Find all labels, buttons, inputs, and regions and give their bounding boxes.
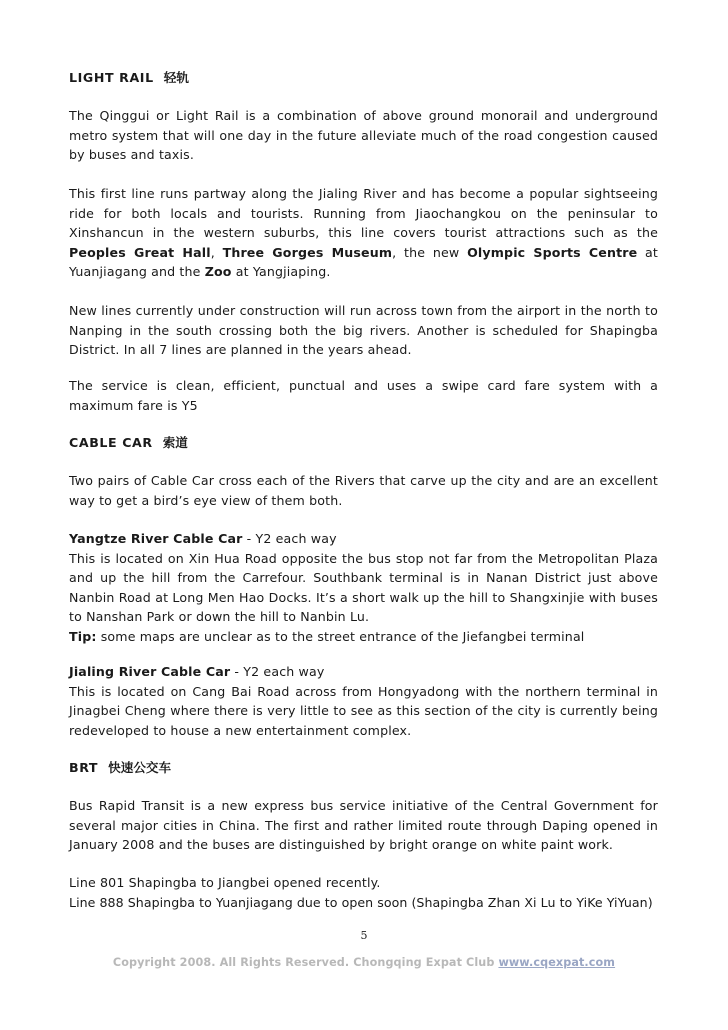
cable-car-heading-zh: 索道 <box>162 435 188 450</box>
jialing-title-line <box>69 662 658 682</box>
light-rail-service-text: The service is clean, efficient, punctual and uses a swipe card fare system with a maximum fare is Y5 <box>69 378 658 413</box>
footer-copyright: Copyright 2008. All Rights Reserved. Chongqing Expat Club <box>112 956 499 969</box>
yangtze-price: - Y2 each way <box>242 531 337 546</box>
page-number: 5 <box>360 929 368 942</box>
yangtze-title-line <box>69 529 658 549</box>
cable-car-intro-paragraph <box>69 471 658 510</box>
three-gorges-museum: Three Gorges Museum <box>222 244 393 260</box>
light-rail-first-line-text <box>69 184 658 282</box>
footer <box>0 956 728 969</box>
brt-heading-zh: 快速公交车 <box>108 760 172 775</box>
light-rail-new-lines-paragraph <box>69 301 658 360</box>
light-rail-new-lines-text: New lines currently under construction will run across town from the airport in the north to Nanping in the south crossing both the big rivers. Another is scheduled for Shapingba District. In all 7 lines are planned in the years ahead. <box>69 303 658 358</box>
text-run: at Yuanjiagang and the <box>69 244 658 280</box>
brt-heading <box>69 758 658 778</box>
brt-intro-paragraph <box>69 796 658 855</box>
text-run: , <box>210 244 223 260</box>
text-run: , the new <box>392 244 468 260</box>
text-run: This first line runs partway along the Jialing River and has become a popular sightseeing ride for both locals and tourists. Running from Jiaochangkou on the peninsular to Xinshancun in the western suburbs, this line covers tourist attractions such as the <box>69 186 658 241</box>
brt-heading-en: BRT <box>69 760 99 775</box>
tip-line <box>69 627 658 647</box>
yangtze-cable-car-section <box>69 529 658 647</box>
light-rail-intro-text: The Qinggui or Light Rail is a combination of above ground monorail and underground metro system that will one day in the future alleviate much of the road congestion caused by buses and taxis. <box>69 108 658 163</box>
peoples-great-hall: Peoples Great Hall <box>69 244 211 260</box>
cable-car-heading-en: CABLE CAR <box>69 435 153 450</box>
brt-lines <box>69 873 658 912</box>
tip-label: Tip: <box>69 628 97 644</box>
zoo: Zoo <box>204 264 232 280</box>
light-rail-heading-en: LIGHT RAIL <box>69 70 154 85</box>
jialing-cable-car-section <box>69 662 658 740</box>
tip-text: some maps are unclear as to the street entrance of the Jiefangbei terminal <box>96 628 585 644</box>
jialing-price: - Y2 each way <box>230 664 325 679</box>
olympic-sports-centre: Olympic Sports Centre <box>467 244 638 260</box>
yangtze-title: Yangtze River Cable Car <box>69 531 243 546</box>
jialing-body: This is located on Cang Bai Road across from Hongyadong with the northern terminal in Jinagbei Cheng where there is very little to see as this section of the city is currently being redeveloped to house a new entertainment complex. <box>69 683 658 738</box>
brt-line-801: Line 801 Shapingba to Jiangbei opened recently. <box>69 875 381 890</box>
cable-car-heading <box>69 433 658 453</box>
light-rail-intro-paragraph <box>69 106 658 165</box>
footer-website-link[interactable]: www.cqexpat.com <box>498 956 616 969</box>
light-rail-heading-zh: 轻轨 <box>163 70 189 85</box>
jialing-title: Jialing River Cable Car <box>69 664 231 679</box>
cable-car-intro-text: Two pairs of Cable Car cross each of the Rivers that carve up the city and are an excellent way to get a bird’s eye view of them both. <box>69 473 658 508</box>
light-rail-heading <box>69 68 658 88</box>
yangtze-body: This is located on Xin Hua Road opposite the bus stop not far from the Metropolitan Plaza and up the hill from the Carrefour. Southbank terminal is in Nanan District just above Nanbin Road at Long Men Hao Docks. It’s a short walk up the hill to Shangxinjie with buses to Nanshan Park or down the hill to Nanbin Lu. <box>69 550 658 625</box>
light-rail-first-line-paragraph <box>69 184 658 282</box>
brt-line-888: Line 888 Shapingba to Yuanjiagang due to open soon (Shapingba Zhan Xi Lu to YiKe YiYuan) <box>69 894 653 910</box>
light-rail-service-paragraph <box>69 376 658 415</box>
text-run: at Yangjiaping. <box>231 264 331 280</box>
brt-intro-text: Bus Rapid Transit is a new express bus service initiative of the Central Government for several major cities in China. The first and rather limited route through Daping opened in January 2008 and the buses are distinguished by bright orange on white paint work. <box>69 798 658 853</box>
